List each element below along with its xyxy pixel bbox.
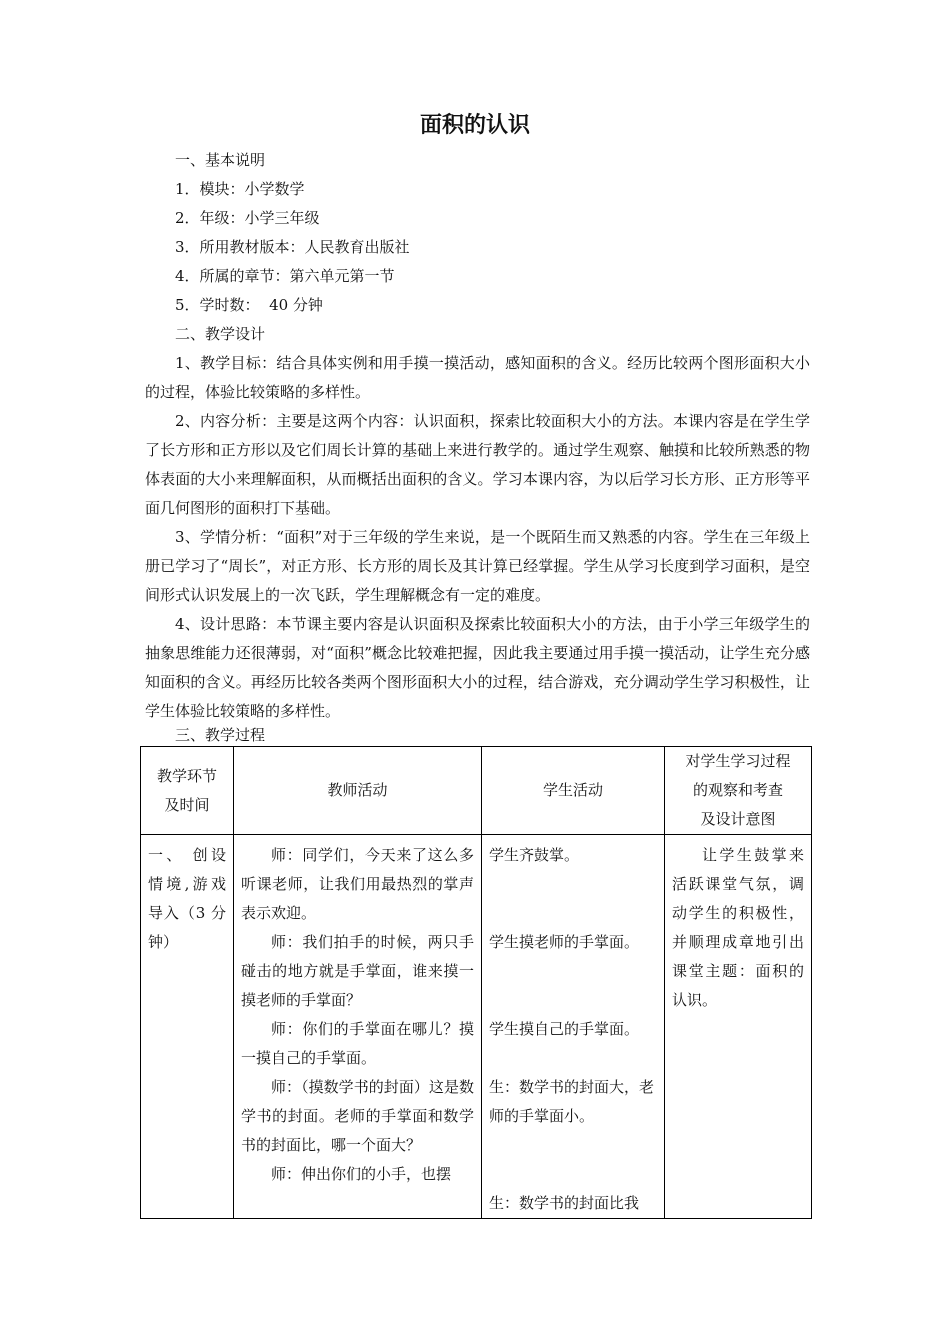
info-textbook: 3．所用教材版本：人民教育出版社 <box>175 238 410 256</box>
paragraph-learner-analysis: 3、学情分析：“面积”对于三年级的学生来说，是一个既陌生而又熟悉的内容。学生在三年级上册已学习了“周长”，对正方形、长方形的周长及其计算已经掌握。学生从学习长度到学习面积，是空间形式认识发展上的一次飞跃，学生理解概念有一定的难度。 <box>145 528 810 604</box>
header-observation-line2: 的观察和考查 <box>692 781 783 799</box>
section-heading-process: 三、教学过程 <box>175 726 266 744</box>
header-student-activity: 学生活动 <box>482 747 665 835</box>
student-line: 生：数学书的封面大，老师的手掌面小。 <box>489 1078 655 1125</box>
student-line: 学生齐鼓掌。 <box>489 846 580 864</box>
page-title: 面积的认识 <box>419 113 530 138</box>
section-heading-design: 二、教学设计 <box>175 325 266 343</box>
header-observation-line3: 及设计意图 <box>700 810 776 828</box>
header-observation <box>665 747 812 835</box>
header-stage-line1: 教学环节 <box>156 766 217 785</box>
header-stage <box>141 747 234 835</box>
paragraph-design-idea: 4、设计思路：本节课主要内容是认识面积及探索比较面积大小的方法，由于小学三年级学生的抽象思维能力还很薄弱，对“面积”概念比较难把握，因此我主要通过用手摸一摸活动，让学生充分感知面积的含义。再经历比较各类两个图形面积大小的过程，结合游戏，充分调动学生学习积极性，让学生体验比较策略的多样性。 <box>145 615 810 720</box>
student-line: 学生摸自己的手掌面。 <box>489 1020 640 1038</box>
student-line: 生：数学书的封面比我 <box>489 1194 640 1212</box>
cell-teacher-activity <box>234 835 482 1219</box>
teacher-line: 师：（摸数学书的封面）这是数学书的封面。老师的手掌面和数学书的封面比，哪一个面大？ <box>241 1078 474 1154</box>
header-teacher-activity: 教师活动 <box>234 747 482 835</box>
header-observation-line1: 对学生学习过程 <box>685 752 791 770</box>
table-header-row <box>141 747 812 835</box>
section-heading-basic: 一、基本说明 <box>175 151 266 169</box>
cell-student-activity <box>482 835 665 1219</box>
header-stage-line2: 及时间 <box>164 795 210 814</box>
teaching-process-table <box>140 746 812 1219</box>
stage-text: 一、 创设情境,游戏导入（3 分钟） <box>148 846 226 951</box>
info-grade: 2．年级：小学三年级 <box>175 209 320 227</box>
cell-observation <box>665 835 812 1219</box>
info-module: 1．模块：小学数学 <box>175 180 305 198</box>
teacher-line: 师：同学们，今天来了这么多听课老师，让我们用最热烈的掌声表示欢迎。 <box>241 846 474 922</box>
paragraph-objectives: 1、教学目标：结合具体实例和用手摸一摸活动，感知面积的含义。经历比较两个图形面积大小的过程，体验比较策略的多样性。 <box>145 354 810 401</box>
teacher-line: 师：我们拍手的时候，两只手碰击的地方就是手掌面，谁来摸一摸老师的手掌面？ <box>241 933 474 1009</box>
info-hours: 5．学时数： 40 分钟 <box>175 296 323 314</box>
cell-stage <box>141 835 234 1219</box>
teacher-line: 师：伸出你们的小手，也摆 <box>271 1165 452 1183</box>
observation-text: 让学生鼓掌来活跃课堂气氛，调动学生的积极性，并顺理成章地引出课堂主题：面积的认识。 <box>672 846 804 1009</box>
paragraph-content-analysis: 2、内容分析：主要是这两个内容：认识面积，探索比较面积大小的方法。本课内容是在学生学了长方形和正方形以及它们周长计算的基础上来进行教学的。通过学生观察、触摸和比较所熟悉的物体表面的大小来理解面积，从而概括出面积的含义。学习本课内容，为以后学习长方形、正方形等平面几何图形的面积打下基础。 <box>145 412 810 517</box>
info-chapter: 4．所属的章节：第六单元第一节 <box>175 267 395 285</box>
teacher-line: 师：你们的手掌面在哪儿？摸一摸自己的手掌面。 <box>241 1020 474 1067</box>
table-row <box>141 835 812 1219</box>
student-line: 学生摸老师的手掌面。 <box>489 933 640 951</box>
